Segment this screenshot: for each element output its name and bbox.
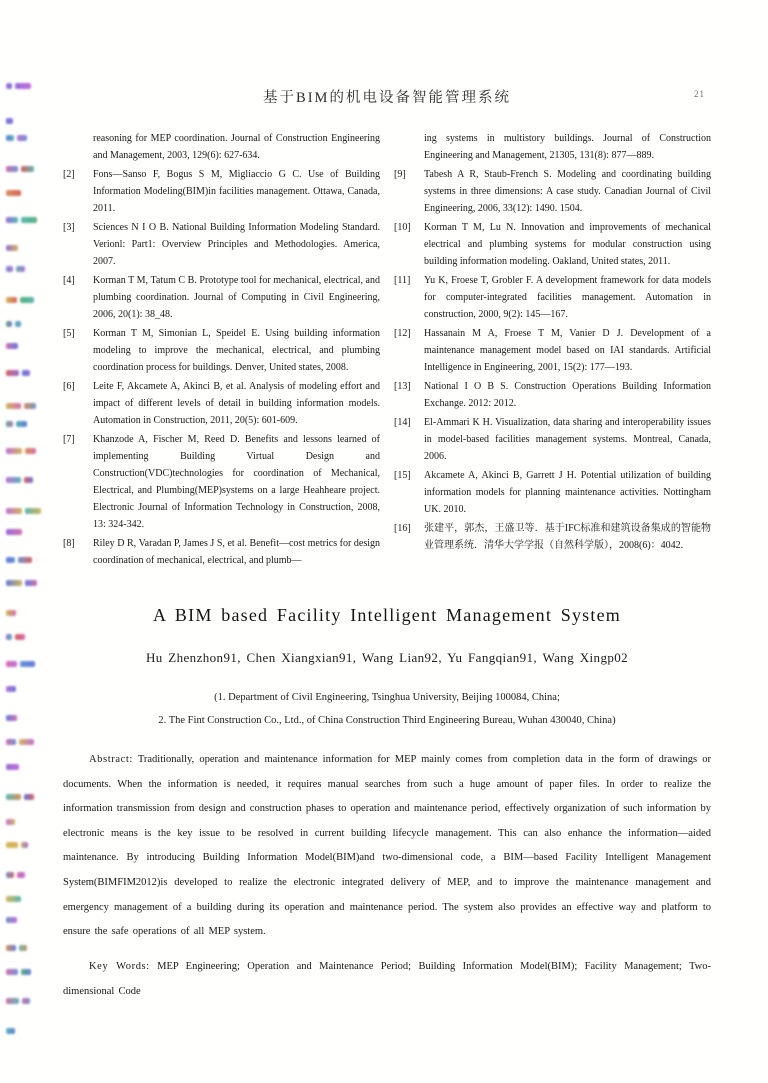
margin-mark xyxy=(6,813,18,831)
margin-mark-blob xyxy=(6,764,19,770)
margin-mark-blob xyxy=(6,819,15,825)
margin-mark-blob xyxy=(6,266,13,272)
reference-entry xyxy=(394,325,711,376)
reference-number: [4] xyxy=(63,275,75,286)
page-content xyxy=(63,0,711,1004)
margin-mark-blob xyxy=(20,661,35,667)
margin-mark-blob xyxy=(24,794,34,800)
margin-mark-blob xyxy=(6,872,14,878)
margin-mark xyxy=(6,415,30,433)
margin-mark-blob xyxy=(22,370,30,376)
margin-mark-blob xyxy=(6,969,18,975)
margin-mark xyxy=(6,77,34,95)
margin-mark xyxy=(6,1022,18,1040)
reference-number: [6] xyxy=(63,381,75,392)
margin-mark xyxy=(6,733,37,751)
abstract-text: Traditionally, operation and maintenance information for MEP mainly comes from completion data in the form of drawings or documents. When the information is needed, it requires manual searches from such a huge amount of paper files. In order to realize the information transmission from design and construction phases to operation and maintenance period, effectively organization of such information by electronic means is the key issue to be resolved in current building lifecycle management. This can also enhance the information—aided maintenance. By introducing Building Information Model(BIM)and two-dimensional code, a BIM—based Facility Intelligent Management System(BIMFIM2012)is developed to realize the electronic integrated delivery of MEP, and to improve the maintenance management and emergency management of a building during its operation and maintenance period. The system also provides an effective way and platform to ensure the safe operations of all MEP system. xyxy=(63,754,711,938)
reference-entry xyxy=(63,431,380,533)
margin-mark-blob xyxy=(16,266,25,272)
reference-number: [11] xyxy=(394,275,411,286)
margin-mark xyxy=(6,129,30,147)
reference-entry xyxy=(63,219,380,270)
reference-entry xyxy=(394,414,711,465)
reference-text: Korman T M, Simonian L, Speidel E. Using building information modeling to improve the mechanical, electrical, and plumbing coordination process for buildings. Denver, United states, 2008. xyxy=(93,328,380,373)
reference-text: Yu K, Froese T, Grobler F. A development framework for data models for computer-integrated facilities management. Automation in construction, 2000, 9(2): 145—167. xyxy=(424,275,711,320)
margin-mark xyxy=(6,315,24,333)
reference-number: [2] xyxy=(63,169,75,180)
margin-mark xyxy=(6,260,28,278)
margin-mark xyxy=(6,655,38,673)
reference-entry xyxy=(394,520,711,554)
margin-mark xyxy=(6,788,37,806)
references-left-column xyxy=(63,130,380,571)
reference-entry xyxy=(63,535,380,569)
margin-mark-blob xyxy=(15,634,25,640)
reference-text: Korman T M, Lu N. Innovation and improvements of mechanical electrical and plumbing systems for modular construction using building information modeling. Oakland, United states, 2011. xyxy=(424,222,711,267)
reference-number: [9] xyxy=(394,169,406,180)
margin-mark xyxy=(6,211,40,229)
reference-number: [13] xyxy=(394,381,411,392)
margin-mark xyxy=(6,442,39,460)
margin-mark-blob xyxy=(6,403,21,409)
margin-mark-blob xyxy=(6,297,17,303)
reference-number: [3] xyxy=(63,222,75,233)
abstract-paragraph xyxy=(63,748,711,945)
reference-text: Riley D R, Varadan P, James J S, et al. Benefit—cost metrics for design coordination of mechanical, electrical, and plumb— xyxy=(93,538,380,566)
margin-mark xyxy=(6,471,36,489)
reference-list xyxy=(63,130,711,571)
reference-text: Korman T M, Tatum C B. Prototype tool for mechanical, electrical, and plumbing coordination. Journal of Computing in Civil Engineering, 2006, 20(1): 38_48. xyxy=(93,275,380,320)
margin-mark-blob xyxy=(24,403,36,409)
margin-mark xyxy=(6,911,20,929)
margin-mark xyxy=(6,364,33,382)
margin-mark-blob xyxy=(6,118,13,124)
reference-number: [8] xyxy=(63,538,75,549)
margin-mark-blob xyxy=(6,529,22,535)
margin-mark-blob xyxy=(6,83,12,89)
margin-mark-blob xyxy=(6,945,16,951)
margin-mark xyxy=(6,337,21,355)
margin-mark-blob xyxy=(6,135,14,141)
margin-mark-blob xyxy=(6,661,17,667)
margin-mark-blob xyxy=(6,370,19,376)
margin-mark-blob xyxy=(25,448,36,454)
article-title: A BIM based Facility Intelligent Management System xyxy=(153,605,621,625)
margin-mark-blob xyxy=(6,917,17,923)
reference-number: [15] xyxy=(394,470,411,481)
margin-mark-blob xyxy=(6,794,21,800)
margin-mark-blob xyxy=(24,477,33,483)
reference-number: [7] xyxy=(63,434,75,445)
margin-mark-blob xyxy=(6,842,18,848)
reference-number: [16] xyxy=(394,523,411,534)
margin-mark xyxy=(6,939,30,957)
affiliation-1: (1. Department of Civil Engineering, Tsinghua University, Beijing 100084, China; xyxy=(214,692,560,703)
margin-mark xyxy=(6,291,37,309)
reference-text: Fons—Sanso F, Bogus S M, Migliaccio G C. Use of Building Information Modeling(BIM)in facilities management. Ottawa, Canada, 2011. xyxy=(93,169,380,214)
margin-mark-blob xyxy=(21,166,34,172)
reference-entry xyxy=(63,130,380,164)
margin-mark xyxy=(6,160,37,178)
reference-entry xyxy=(394,166,711,217)
margin-mark-blob xyxy=(6,610,16,616)
margin-mark-blob xyxy=(15,321,21,327)
margin-mark-blob xyxy=(21,217,37,223)
margin-mark xyxy=(6,502,44,520)
reference-number: [12] xyxy=(394,328,411,339)
margin-mark-blob xyxy=(6,448,22,454)
margin-mark xyxy=(6,523,25,541)
margin-mark-blob xyxy=(6,580,22,586)
reference-text: reasoning for MEP coordination. Journal of Construction Engineering and Management, 2003, 129(6): 627-634. xyxy=(93,133,380,161)
margin-mark-blob xyxy=(6,715,17,721)
reference-text: Akcamete A, Akinci B, Garrett J H. Potential utilization of building information models for planning maintenance activities. Nottingham UK. 2010. xyxy=(424,470,711,515)
margin-mark-blob xyxy=(22,998,30,1004)
margin-mark-blob xyxy=(6,190,21,196)
margin-mark-blob xyxy=(15,83,31,89)
page-header xyxy=(63,86,711,108)
author-line: Hu Zhenzhon91, Chen Xiangxian91, Wang Lian92, Yu Fangqian91, Wang Xingp02 xyxy=(145,650,629,665)
reference-entry xyxy=(63,325,380,376)
margin-mark xyxy=(6,574,40,592)
margin-mark-blob xyxy=(25,508,41,514)
reference-entry xyxy=(63,378,380,429)
margin-mark xyxy=(6,397,39,415)
reference-text: Hassanain M A, Froese T M, Vanier D J. Development of a maintenance management model based on IAI standards. Artificial Intelligence in Engineering, 2001, 15(2): 177—193. xyxy=(424,328,711,373)
keywords-paragraph xyxy=(63,955,711,1004)
margin-mark-blob xyxy=(6,421,13,427)
references-right-column xyxy=(394,130,711,571)
reference-text: ing systems in multistory buildings. Journal of Construction Engineering and Management, 21305, 131(8): 877—889. xyxy=(424,133,711,161)
margin-mark xyxy=(6,992,33,1010)
margin-mark-blob xyxy=(21,969,31,975)
margin-mark-blob xyxy=(17,135,27,141)
margin-mark-blob xyxy=(18,557,32,563)
margin-mark-blob xyxy=(6,166,18,172)
margin-mark-blob xyxy=(6,557,15,563)
margin-mark-blob xyxy=(6,508,22,514)
running-header-title: 基于BIM的机电设备智能管理系统 xyxy=(263,90,511,106)
reference-entry xyxy=(394,219,711,270)
left-margin-marks xyxy=(4,50,50,1060)
page-number: 21 xyxy=(694,89,705,99)
margin-mark-blob xyxy=(6,343,18,349)
reference-entry xyxy=(394,467,711,518)
margin-mark xyxy=(6,866,28,884)
margin-mark-blob xyxy=(19,739,34,745)
reference-text: El-Ammari K H. Visualization, data sharing and interoperability issues in model-based facilities management systems. Montreal, Canada, 2006. xyxy=(424,417,711,462)
margin-mark xyxy=(6,628,28,646)
reference-entry xyxy=(394,378,711,412)
margin-mark xyxy=(6,551,35,569)
margin-mark xyxy=(6,239,21,257)
margin-mark xyxy=(6,758,22,776)
reference-number: [10] xyxy=(394,222,411,233)
margin-mark xyxy=(6,112,16,130)
keywords-text: MEP Engineering; Operation and Maintenance Period; Building Information Model(BIM); Facility Management; Two-dimensional Code xyxy=(63,961,711,997)
margin-mark-blob xyxy=(6,896,21,902)
margin-mark-blob xyxy=(6,998,19,1004)
keywords-label: Key Words: xyxy=(89,961,150,973)
margin-mark-blob xyxy=(6,477,21,483)
reference-number: [14] xyxy=(394,417,411,428)
reference-number: [5] xyxy=(63,328,75,339)
reference-entry xyxy=(63,272,380,323)
reference-text: National I O B S. Construction Operations Building Information Exchange. 2012: 2012. xyxy=(424,381,711,409)
reference-text: Khanzode A, Fischer M, Reed D. Benefits and lessons learned of implementing Building Virtual Design and Construction(VDC)technologies for coordination of Mechanical, Electrical, and Plumbing(MEP)systems on a large Heahheare project. Electronic Journal of Information Technology in Construction, 2008, 13: 324-342. xyxy=(93,434,380,530)
margin-mark-blob xyxy=(6,217,18,223)
margin-mark xyxy=(6,890,24,908)
margin-mark-blob xyxy=(25,580,37,586)
margin-mark-blob xyxy=(6,245,18,251)
margin-mark-blob xyxy=(6,321,12,327)
margin-mark xyxy=(6,836,31,854)
margin-mark-blob xyxy=(20,297,34,303)
margin-mark-blob xyxy=(6,634,12,640)
margin-mark-blob xyxy=(6,739,16,745)
margin-mark-blob xyxy=(6,686,16,692)
affiliation-2: 2. The Fint Construction Co., Ltd., of China Construction Third Engineering Bureau, Wuhan 430040, China) xyxy=(158,715,616,726)
margin-mark xyxy=(6,604,19,622)
reference-text: 张建平，郭杰，王盛卫等．基于IFC标准和建筑设备集成的智能物业管理系统．清华大学学报（自然科学版），2008(6)：4042. xyxy=(424,523,711,551)
reference-entry xyxy=(63,166,380,217)
abstract-label: Abstract: xyxy=(89,754,133,765)
reference-text: Sciences N I O B. National Building Information Modeling Standard. Verionl: Part1: Overview Principles and Methodologies. America, 2007. xyxy=(93,222,380,267)
reference-text: Leite F, Akcamete A, Akinci B, et al. Analysis of modeling effort and impact of different levels of detail in building information models. Automation in Construction, 2011, 20(5): 601-609. xyxy=(93,381,380,426)
margin-mark-blob xyxy=(6,1028,15,1034)
margin-mark xyxy=(6,680,19,698)
reference-entry xyxy=(394,130,711,164)
margin-mark-blob xyxy=(19,945,27,951)
margin-mark-blob xyxy=(17,872,25,878)
margin-mark-blob xyxy=(21,842,28,848)
reference-text: Tabesh A R, Staub-French S. Modeling and coordinating building systems in three dimensions: A case study. Canadian Journal of Civil Engineering, 2006, 33(12): 1490. 1504. xyxy=(424,169,711,214)
margin-mark-blob xyxy=(16,421,27,427)
margin-mark xyxy=(6,709,20,727)
margin-mark xyxy=(6,963,34,981)
affiliations xyxy=(63,686,711,732)
margin-mark xyxy=(6,184,24,202)
reference-entry xyxy=(394,272,711,323)
